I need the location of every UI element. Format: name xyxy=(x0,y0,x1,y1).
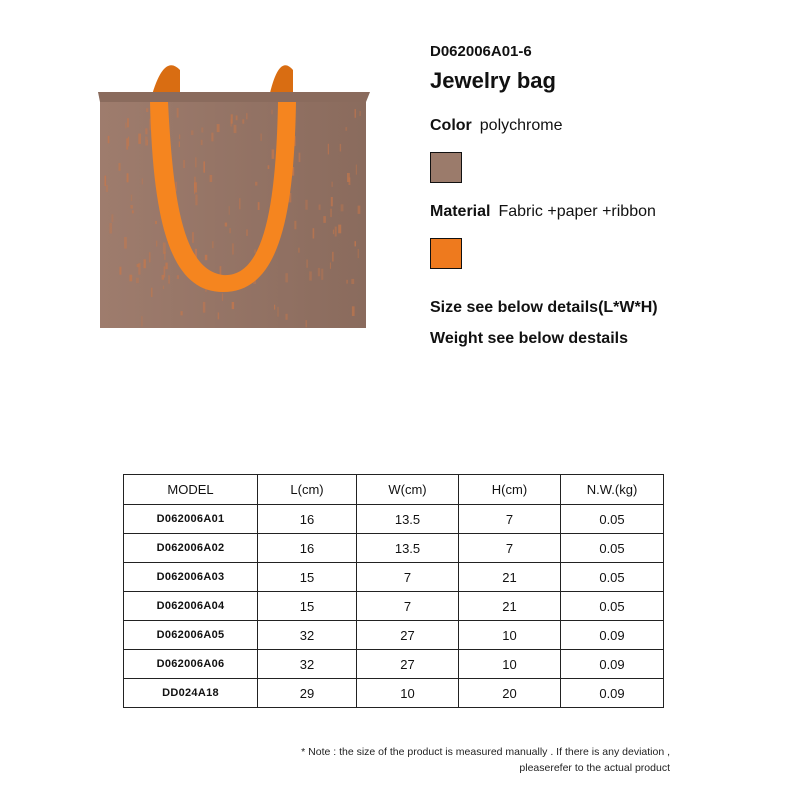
product-title: Jewelry bag xyxy=(430,68,556,93)
cell-length: 15 xyxy=(258,563,357,592)
table-row xyxy=(124,650,664,679)
header-model: MODEL xyxy=(124,475,258,505)
cell-model: D062006A05 xyxy=(124,621,258,650)
table-row xyxy=(124,534,664,563)
header-length: L(cm) xyxy=(258,475,357,505)
color-label: Color xyxy=(430,117,472,134)
cell-model: D062006A06 xyxy=(124,650,258,679)
cell-length: 29 xyxy=(258,679,357,708)
cell-model: D062006A04 xyxy=(124,592,258,621)
material-swatch xyxy=(430,238,462,269)
cell-width: 27 xyxy=(357,621,459,650)
cell-length: 16 xyxy=(258,505,357,534)
header-net-weight: N.W.(kg) xyxy=(561,475,664,505)
note-line-1: * Note : the size of the product is measured manually . If there is any deviation , xyxy=(301,746,670,758)
table-row xyxy=(124,679,664,708)
cell-height: 21 xyxy=(459,563,561,592)
cell-length: 32 xyxy=(258,650,357,679)
bag-top-edge xyxy=(98,92,370,102)
cell-net-weight: 0.05 xyxy=(561,563,664,592)
cell-height: 10 xyxy=(459,621,561,650)
color-row xyxy=(430,117,562,135)
cell-net-weight: 0.09 xyxy=(561,650,664,679)
color-value: polychrome xyxy=(479,117,563,134)
cell-width: 7 xyxy=(357,592,459,621)
material-row xyxy=(430,203,656,221)
table-row xyxy=(124,592,664,621)
cell-height: 7 xyxy=(459,505,561,534)
cell-length: 32 xyxy=(258,621,357,650)
cell-height: 10 xyxy=(459,650,561,679)
table-header-row xyxy=(124,475,664,505)
cell-height: 7 xyxy=(459,534,561,563)
cell-model: DD024A18 xyxy=(124,679,258,708)
cell-model: D062006A02 xyxy=(124,534,258,563)
cell-width: 27 xyxy=(357,650,459,679)
note-line-2: pleaserefer to the actual product xyxy=(519,762,670,774)
spec-table xyxy=(123,474,664,708)
weight-line: Weight see below destails xyxy=(430,330,628,347)
cell-model: D062006A01 xyxy=(124,505,258,534)
cell-length: 16 xyxy=(258,534,357,563)
cell-model: D062006A03 xyxy=(124,563,258,592)
cell-net-weight: 0.09 xyxy=(561,621,664,650)
material-value: Fabric +paper +ribbon xyxy=(498,203,656,220)
product-code: D062006A01-6 xyxy=(430,43,532,60)
cell-net-weight: 0.09 xyxy=(561,679,664,708)
color-swatch xyxy=(430,152,462,183)
material-label: Material xyxy=(430,203,491,220)
cell-net-weight: 0.05 xyxy=(561,505,664,534)
table-row xyxy=(124,621,664,650)
cell-net-weight: 0.05 xyxy=(561,534,664,563)
cell-width: 13.5 xyxy=(357,534,459,563)
table-row xyxy=(124,563,664,592)
cell-width: 13.5 xyxy=(357,505,459,534)
cell-length: 15 xyxy=(258,592,357,621)
size-line: Size see below details(L*W*H) xyxy=(430,299,658,316)
cell-height: 20 xyxy=(459,679,561,708)
header-width: W(cm) xyxy=(357,475,459,505)
cell-width: 10 xyxy=(357,679,459,708)
cell-net-weight: 0.05 xyxy=(561,592,664,621)
product-photo xyxy=(88,60,378,330)
table-row xyxy=(124,505,664,534)
measurement-note xyxy=(301,744,670,776)
cell-width: 7 xyxy=(357,563,459,592)
cell-height: 21 xyxy=(459,592,561,621)
header-height: H(cm) xyxy=(459,475,561,505)
